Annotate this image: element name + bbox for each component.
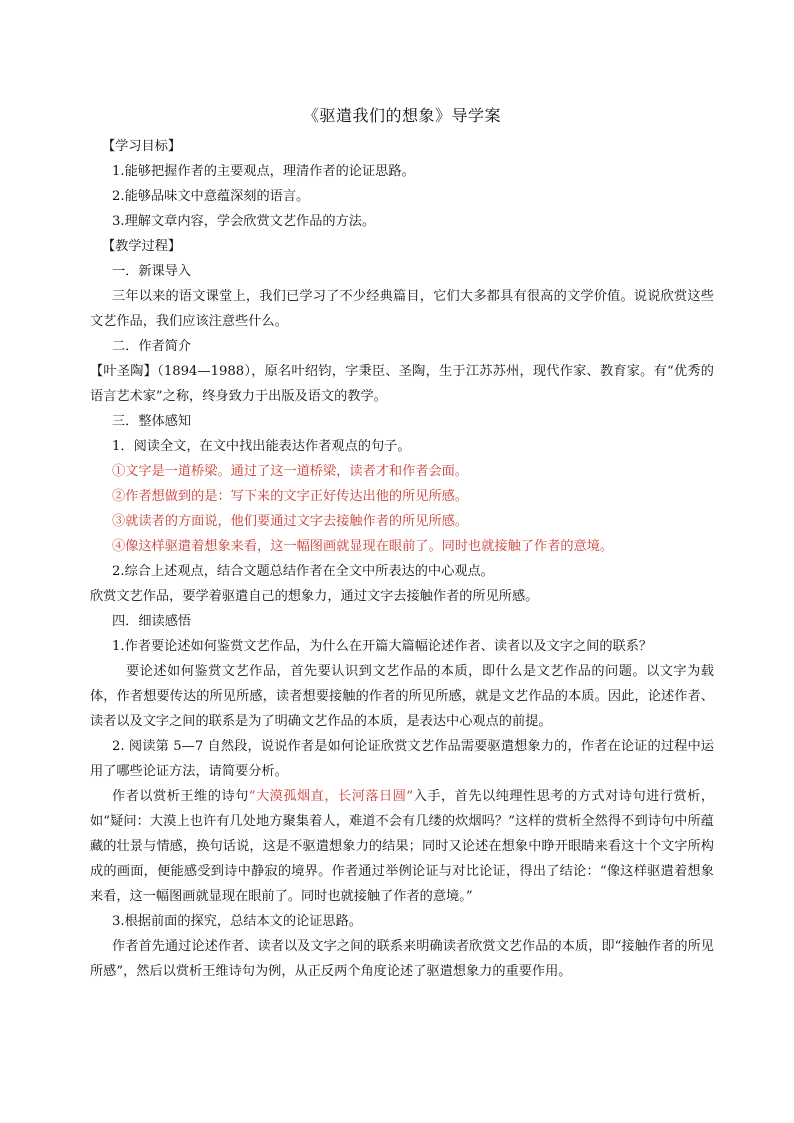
answer-text: ①文字是一道桥梁。通过了这一道桥梁，读者才和作者会面。: [112, 464, 469, 479]
question-text: 2.综合上述观点，结合文题总结作者在全文中所表达的中心观点。: [112, 564, 494, 579]
goal-item: 2.能够品味文中意蕴深刻的语言。: [112, 189, 310, 204]
intro-text: 三年以来的语文课堂上，我们已学习了不少经典篇目，它们大多都具有很高的文学价值。说说欣赏这些文艺作品，我们应该注意些什么。: [90, 289, 714, 329]
section-heading-author: 二．作者简介: [112, 339, 192, 354]
goal-item: 1.能够把握作者的主要观点，理清作者的论证思路。: [112, 164, 415, 179]
answer-text: ②作者想做到的是：写下来的文字正好传达出他的所见所感。: [112, 489, 469, 504]
author-bio-text: （1894—1988），原名叶绍钧，字秉臣、圣陶，生于江苏苏州，现代作家、教育家。有“优秀的语言艺术家”之称，终身致力于出版及语文的教学。: [90, 364, 714, 404]
question-text: 3.根据前面的探究，总结本文的论证思路。: [112, 914, 362, 929]
answer-text: 入手，首先以纯理性思考的方式对诗句进行赏析，如“疑问：大漠上也许有几处地方聚集着人，难道不会有几缕的炊烟吗？”这样的赏析全然得不到诗句中所蕴藏的壮景与情感，换句话说，这是不驱遣想象力的结果；同时又论述在想象中睁开眼睛来看这十个文字所构成的画面，便能感受到诗中静寂的境界。作者通过举例论证与对比论证，得出了结论：“像这样驱遣着想象来看，这一幅图画就显现在眼前了。同时也就接触了作者的意境。”: [90, 789, 715, 904]
author-bio: [90, 359, 714, 409]
question-text: 2. 阅读第 5—7 自然段，说说作者是如何论证欣赏文艺作品需要驱遣想象力的，作者在论证的过程中运用了哪些论证方法，请简要分析。: [90, 739, 714, 779]
answer-text: 要论述如何鉴赏文艺作品，首先要认识到文艺作品的本质，即什么是文艺作品的问题。以文字为载体，作者想要传达的所见所感，读者想要接触的作者的所见所感，就是文艺作品的本质。因此，论述作者、读者以及文字之间的联系是为了明确文艺作品的本质，是表达中心观点的前提。: [90, 664, 714, 729]
answer-text: 作者以赏析王维的诗句: [112, 789, 249, 804]
answer-text: 作者首先通过论述作者、读者以及文字之间的联系来明确读者欣赏文艺作品的本质，即“接触作者的所见所感”，然后以赏析王维诗句为例，从正反两个角度论述了驱遣想象力的重要作用。: [90, 939, 714, 979]
section-heading-closereading: 四．细读感悟: [112, 614, 192, 629]
answer-text: 欣赏文艺作品，要学着驱遣自己的想象力，通过文字去接触作者的所见所感。: [90, 589, 539, 604]
page-title: 《驱遣我们的想象》导学案: [302, 106, 501, 125]
answer-paragraph: [90, 784, 714, 909]
question-text: 1.作者要论述如何鉴赏文艺作品，为什么在开篇大篇幅论述作者、读者以及文字之间的联系？: [112, 639, 653, 654]
poem-quote: “大漠孤烟直，长河落日圆”: [248, 789, 414, 804]
worksheet-page: [90, 100, 714, 984]
question-text: 1．阅读全文，在文中找出能表达作者观点的句子。: [112, 439, 411, 454]
section-heading-overview: 三．整体感知: [112, 414, 192, 429]
section-heading-intro: 一．新课导入: [112, 264, 192, 279]
goal-item: 3.理解文章内容，学会欣赏文艺作品的方法。: [112, 214, 376, 229]
goals-heading: 【学习目标】: [102, 139, 182, 154]
answer-text: ④像这样驱遣着想象来看，这一幅图画就显现在眼前了。同时也就接触了作者的意境。: [112, 539, 614, 554]
author-name: 【叶圣陶】: [90, 364, 158, 379]
answer-text: ③就读者的方面说，他们要通过文字去接触作者的所见所感。: [112, 514, 469, 529]
process-heading: 【教学过程】: [102, 239, 182, 254]
